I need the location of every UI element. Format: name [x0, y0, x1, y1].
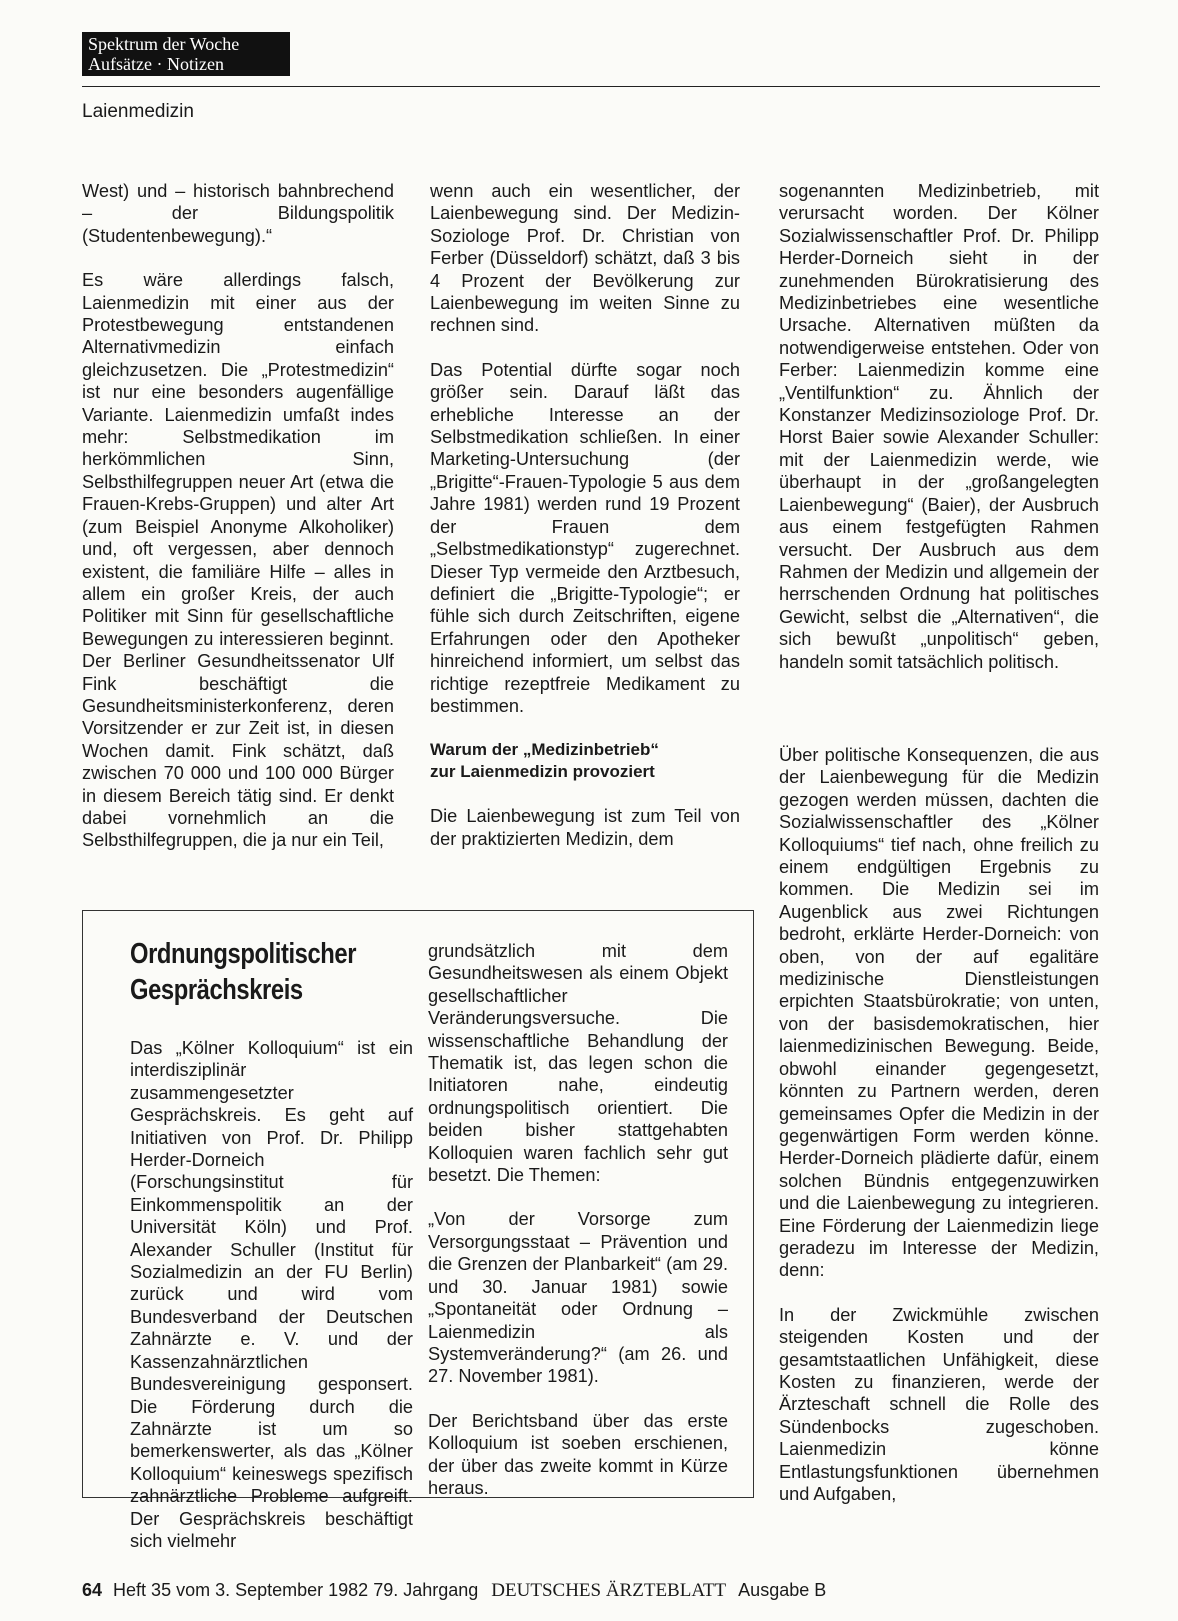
box-title-line2: Gesprächskreis — [130, 974, 303, 1006]
magazine-name: DEUTSCHES ÄRZTEBLATT — [491, 1580, 727, 1601]
page-number: 64 — [82, 1580, 103, 1600]
edition: Ausgabe B — [738, 1580, 827, 1600]
box-column-2 — [428, 940, 728, 1499]
col2-paragraph-3: Die Laienbewegung ist zum Teil von der praktizierten Medizin, dem — [430, 806, 740, 849]
column-3-top — [779, 180, 1099, 673]
box-title — [130, 936, 360, 1008]
col3-paragraph-2: Über politische Konsequenzen, die aus der Laienbewegung für die Medizin gezogen werden müssen, dachten die Sozialwissenschaftler des „Kölner Kolloquiums“ tief nach, ohne freilich zu einem endgültigen Ergebnis zu kommen. Die Medizin sei im Augenblick aus zwei Richtungen bedroht, erklärte Herder-Dorneich: von oben, von der auf egalitäre medizinische Dienstleistungen erpichten Staatsbürokratie; von unten, von der basisdemokratischen, hier laienmedizinischen Bewegung. Beide, obwohl einander gegengesetzt, könnten zu Partnern werden, deren gemeinsames Opfer die Medizin in der gegenwärtigen Form werden könne. Herder-Dorneich plädierte dafür, einem solchen Bündnis entgegenzuwirken und die Laienbewegung zu integrieren. Eine Förderung der Laienmedizin liege geradezu im Interesse der Medizin, denn: — [779, 745, 1099, 1281]
section-tag-line1: Spektrum der Woche — [88, 34, 240, 54]
col2-paragraph-1: wenn auch ein wesentlicher, der Laienbewegung sind. Der Medizin-Soziologe Prof. Dr. Christian von Ferber (Düsseldorf) schätzt, daß 3 bis 4 Prozent der Bevölkerung zur Laienbewegung im weiten Sinne zu rechnen sind. — [430, 181, 740, 336]
subheading-line2: zur Laienmedizin provoziert — [430, 762, 655, 782]
box-paragraph-2: grundsätzlich mit dem Gesundheitswesen als einem Objekt gesellschaftlicher Veränderungsversuche. Die wissenschaftliche Behandlung der Thematik ist, das legen schon die Initiatoren nahe, eindeutig ordnungspolitisch orientiert. Die beiden bisher stattgehabten Kolloquien waren fachlich sehr gut besetzt. Die Themen: — [428, 941, 728, 1186]
box-paragraph-3: „Von der Vorsorge zum Versorgungsstaat – Prävention und die Grenzen der Planbarkeit“ (am 29. und 30. Januar 1981) sowie „Spontaneität oder Ordnung – Laienmedizin als Systemveränderung?“ (am 26. und 27. November 1981). — [428, 1209, 728, 1387]
header-rule — [82, 86, 1100, 87]
page-footer — [82, 1580, 826, 1602]
subheading — [430, 739, 740, 783]
column-3-bottom — [779, 744, 1099, 1505]
subheading-line1: Warum der „Medizinbetrieb“ — [430, 740, 659, 760]
section-tag-line2: Aufsätze · Notizen — [88, 54, 224, 74]
box-column-1 — [130, 1037, 413, 1552]
col3-paragraph-1: sogenannten Medizinbetrieb, mit verursacht worden. Der Kölner Sozialwissenschaftler Prof. Dr. Philipp Herder-Dorneich sieht in der zunehmenden Bürokratisierung des Medizinbetriebes eine wesentliche Ursache. Alternativen müßten da notwendigerweise entstehen. Oder von Ferber: Laienmedizin komme eine „Ventilfunktion“ zu. Ähnlich der Konstanzer Medizinsoziologe Prof. Dr. Horst Baier sowie Alexander Schuller: mit der Laienmedizin werde, wie überhaupt in der „großangelegten Laienbewegung“ (Baier), der Ausbruch aus einem festgefügten Rahmen versucht. Der Ausbruch aus dem Rahmen der Medizin und allgemein der herrschenden Ordnung hat politisches Gewicht, selbst die „Alternativen“, die sich bewußt „unpolitisch“ geben, handeln somit tatsächlich politisch. — [779, 181, 1099, 672]
running-head: Laienmedizin — [82, 101, 194, 122]
col1-paragraph-2: Es wäre allerdings falsch, Laienmedizin mit einer aus der Protestbewegung entstandenen Alternativmedizin einfach gleichzusetzen. Die „Protestmedizin“ ist nur eine besonders augenfällige Variante. Laienmedizin umfaßt indes mehr: Selbstmedikation im herkömmlichen Sinn, Selbsthilfegruppen neuer Art (etwa die Frauen-Krebs-Gruppen) und alter Art (zum Beispiel Anonyme Alkoholiker) und, oft vergessen, aber dennoch existent, die familiäre Hilfe – alles in allem ein großer Kreis, der auch Politiker mit Sinn für gesellschaftliche Bewegungen zu interessieren beginnt. Der Berliner Gesundheitssenator Ulf Fink beschäftigt die Gesundheitsministerkonferenz, deren Vorsitzender er zur Zeit ist, in diesen Wochen damit. Fink schätzt, daß zwischen 70 000 und 100 000 Bürger in diesem Bereich tätig sind. Er denkt dabei vornehmlich an die Selbsthilfegruppen, die ja nur ein Teil, — [82, 270, 394, 851]
box-paragraph-4: Der Berichtsband über das erste Kolloquium ist soeben erschienen, der über das zweite kommt in Kürze heraus. — [428, 1410, 728, 1498]
column-1 — [82, 180, 394, 852]
column-2 — [430, 180, 740, 850]
box-paragraph-1: Das „Kölner Kolloquium“ ist ein interdisziplinär zusammengesetzter Gesprächskreis. Es geht auf Initiativen von Prof. Dr. Philipp Herder-Dorneich (Forschungsinstitut für Einkommenspolitik an der Universität Köln) und Prof. Alexander Schuller (Institut für Sozialmedizin an der FU Berlin) zurück und wird vom Bundesverband der Deutschen Zahnärzte e. V. und der Kassenzahnärztlichen Bundesvereinigung gesponsert. Die Förderung durch die Zahnärzte ist um so bemerkenswerter, als das „Kölner Kolloquium“ keineswegs spezifisch zahnärztliche Probleme aufgreift. Der Gesprächskreis beschäftigt sich vielmehr — [130, 1038, 413, 1551]
col1-paragraph-1: West) und – historisch bahnbrechend – der Bildungspolitik (Studentenbewegung).“ — [82, 181, 394, 246]
col3-paragraph-3: In der Zwickmühle zwischen steigenden Kosten und der gesamtstaatlichen Unfähigkeit, diese Kosten zu finanzieren, werde der Ärzteschaft schnell die Rolle des Sündenbocks zugeschoben. Laienmedizin könne Entlastungsfunktionen übernehmen und Aufgaben, — [779, 1304, 1099, 1504]
col2-paragraph-2: Das Potential dürfte sogar noch größer sein. Darauf läßt das erhebliche Interesse an der Selbstmedikation schließen. In einer Marketing-Untersuchung (der „Brigitte“-Frauen-Typologie 5 aus dem Jahre 1981) werden rund 19 Prozent der Frauen dem „Selbstmedikationstyp“ zugerechnet. Dieser Typ vermeide den Arztbesuch, definiert die „Brigitte-Typologie“; er fühle sich durch Zeitschriften, eigene Erfahrungen oder den Apotheker hinreichend informiert, um selbst das richtige rezeptfreie Medikament zu bestimmen. — [430, 359, 740, 716]
issue-info: Heft 35 vom 3. September 1982 79. Jahrgang — [113, 1580, 479, 1600]
section-tag — [82, 32, 290, 76]
box-title-line1: Ordnungspolitischer — [130, 938, 357, 970]
